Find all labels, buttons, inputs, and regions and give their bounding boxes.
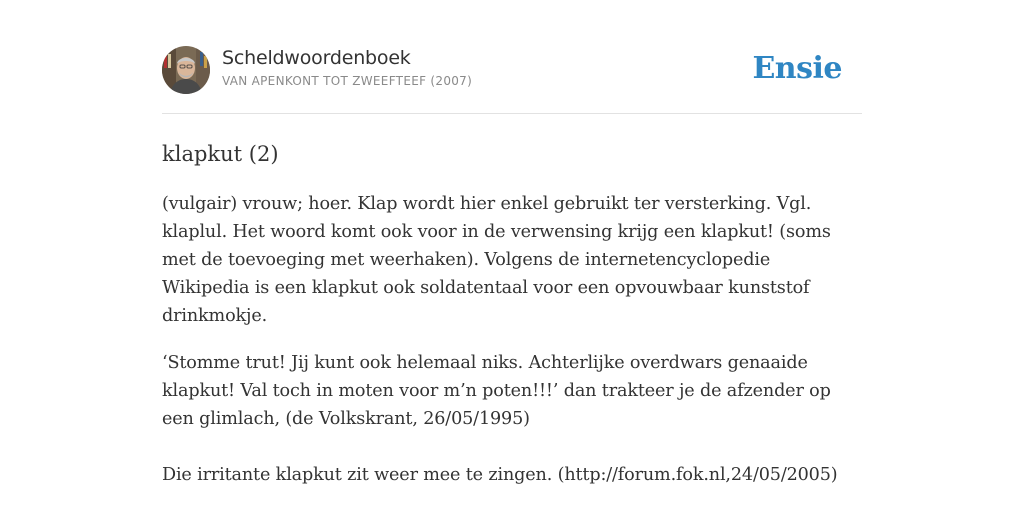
- author-name[interactable]: Scheldwoordenboek: [222, 47, 411, 69]
- header: [162, 0, 862, 114]
- entry-quote: ‘Stomme trut! Jij kunt ook helemaal niks. Achterlijke overdwars genaaide klapkut! Val toch in moten voor m’n poten!!!’ dan trakteer je de afzender op een glimlach, (de Volkskrant, 26/05/1995): [162, 353, 831, 429]
- entry-title: klapkut (2): [162, 142, 279, 166]
- brand-logo[interactable]: Ensie: [752, 51, 842, 86]
- author-avatar[interactable]: [162, 46, 210, 94]
- author-block: [222, 45, 472, 90]
- avatar-photo-icon: [162, 46, 210, 94]
- entry-quote: Die irritante klapkut zit weer mee te zingen. (http://forum.fok.nl,24/05/2005): [162, 465, 838, 485]
- entry-definition: (vulgair) vrouw; hoer. Klap wordt hier enkel gebruikt ter versterking. Vgl. klaplul. Het woord komt ook voor in de verwensing krijg een klapkut! (soms met de toevoeging met weerhaken). Volgens de internetencyclopedie Wikipedia is een klapkut ook soldatentaal voor een opvouwbaar kunststof drinkmokje.: [162, 194, 831, 326]
- author-subtitle: VAN APENKONT TOT ZWEEFTEEF (2007): [222, 74, 473, 88]
